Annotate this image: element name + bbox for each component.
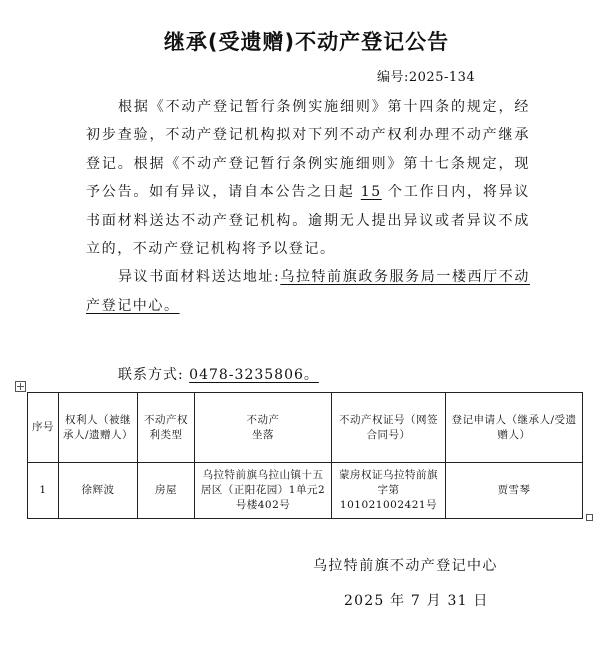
cell-certificate: 蒙房权证乌拉特前旗字第101021002421号 <box>332 463 446 519</box>
address-value: 乌拉特前旗政务服务局一楼西厅不动产登记中心。 <box>86 269 530 314</box>
issuing-organization: 乌拉特前旗不动产登记中心 <box>313 558 498 574</box>
cell-location: 乌拉特前旗乌拉山镇十五居区（正阳花园）1单元2号楼402号 <box>195 463 332 519</box>
address-label: 异议书面材料送达地址: <box>118 269 281 286</box>
header-holder: 权利人（被继承人/遗赠人） <box>59 393 138 463</box>
page-title: 继承(受遗赠)不动产登记公告 <box>163 30 450 54</box>
table-header-row <box>28 393 583 463</box>
table-resize-handle-icon[interactable] <box>586 514 593 521</box>
header-location-line2: 坐落 <box>252 428 274 441</box>
table-row <box>28 463 583 519</box>
contact-label: 联系方式: <box>118 367 190 383</box>
header-location <box>195 393 332 463</box>
registration-table <box>27 392 583 519</box>
paragraph-text-part2: 个工作日内，将异议书面材料送达不动产登记机构。逾期无人提出异议或者异议不成立的，不动产登记机构将予以登记。 <box>86 184 531 258</box>
cell-index: 1 <box>28 463 59 519</box>
announcement-paragraph-address <box>86 263 530 320</box>
issue-date: 2025 年 7 月 31 日 <box>344 593 489 609</box>
cell-holder: 徐辉波 <box>59 463 138 519</box>
header-location-line1: 不动产 <box>246 413 280 426</box>
document-number: 编号:2025-134 <box>377 70 476 85</box>
cell-right-type: 房屋 <box>138 463 195 519</box>
contact-line <box>118 364 319 384</box>
header-applicant: 登记申请人（继承人/受遗赠人） <box>446 393 583 463</box>
cell-applicant: 贾雪琴 <box>446 463 583 519</box>
contact-phone: 0478-3235806。 <box>189 367 319 383</box>
header-index: 序号 <box>28 393 59 463</box>
paragraph-text-part1: 根据《不动产登记暂行条例实施细则》第十四条的规定，经初步查验，不动产登记机构拟对下列不动产权利办理不动产继承登记。根据《不动产登记暂行条例实施细则》第十七条规定，现予公告。如有异议，请自本公告之日起 <box>86 99 530 201</box>
announcement-paragraph-legal <box>86 93 530 263</box>
table-move-handle-icon[interactable] <box>15 381 26 392</box>
announcement-body <box>86 93 530 320</box>
objection-days: 15 <box>360 184 382 201</box>
header-right-type: 不动产权利类型 <box>138 393 195 463</box>
header-certificate: 不动产权证号（网签合同号） <box>332 393 446 463</box>
